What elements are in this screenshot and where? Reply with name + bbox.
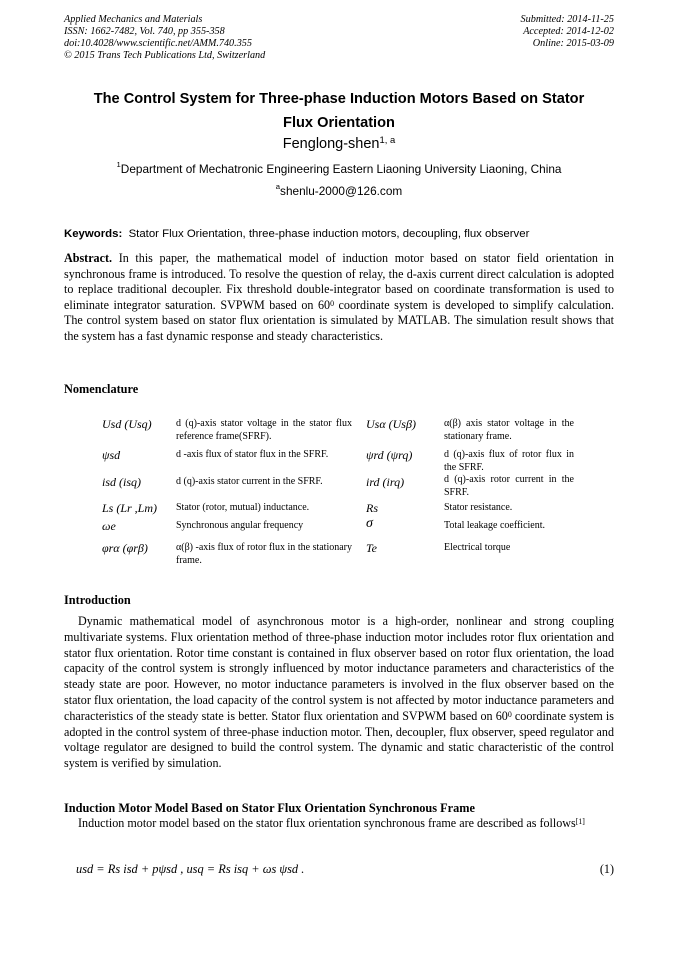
nom-desc: Stator resistance. bbox=[444, 502, 513, 513]
introduction-body bbox=[64, 614, 614, 772]
nom-symbol: σ bbox=[366, 516, 373, 531]
model-body bbox=[64, 816, 614, 832]
author-name: Fenglong-shen bbox=[282, 136, 380, 152]
accepted-date: Accepted: 2014-12-02 bbox=[523, 26, 614, 37]
nomenclature-heading: Nomenclature bbox=[64, 382, 139, 396]
author-line bbox=[0, 136, 678, 152]
nom-desc: Stator (rotor, mutual) inductance. bbox=[176, 502, 310, 513]
nom-symbol: Te bbox=[366, 541, 377, 555]
keywords bbox=[64, 228, 624, 240]
nom-symbol: Rs bbox=[366, 501, 378, 515]
submitted-date: Submitted: 2014-11-25 bbox=[520, 14, 614, 25]
abstract bbox=[64, 251, 614, 345]
title-line-2: Flux Orientation bbox=[283, 115, 395, 131]
keywords-label: Keywords: bbox=[64, 228, 123, 240]
citation-ref[interactable]: [1] bbox=[575, 817, 585, 826]
nom-desc: Electrical torque bbox=[444, 542, 511, 553]
keywords-text: Stator Flux Orientation, three-phase induction motors, decoupling, flux observer bbox=[128, 228, 530, 240]
email-address[interactable]: shenlu-2000@126.com bbox=[280, 184, 403, 198]
nom-desc: d (q)-axis stator voltage in the stator flux reference frame(SFRF). bbox=[176, 418, 352, 442]
nom-desc: d (q)-axis flux of rotor flux in the SFRF. bbox=[444, 449, 574, 473]
journal-name: Applied Mechanics and Materials bbox=[64, 14, 203, 25]
nom-symbol: Ls (Lr ,Lm) bbox=[102, 501, 158, 515]
email-line bbox=[0, 184, 678, 198]
nom-desc: d (q)-axis rotor current in the SFRF. bbox=[444, 474, 574, 498]
nom-desc: α(β) -axis flux of rotor flux in the stationary frame. bbox=[176, 542, 352, 566]
nom-desc: Total leakage coefficient. bbox=[444, 520, 546, 531]
equation-number: (1) bbox=[599, 862, 614, 876]
affiliation-line bbox=[0, 162, 678, 176]
author-sup: 1, a bbox=[379, 134, 396, 145]
nom-desc: d -axis flux of stator flux in the SFRF. bbox=[176, 449, 329, 460]
title-line-1: The Control System for Three-phase Induction Motors Based on Stator bbox=[93, 91, 585, 107]
model-paragraph bbox=[64, 816, 614, 832]
nom-symbol: Usα (Usβ) bbox=[366, 417, 416, 431]
nom-symbol: ψsd bbox=[102, 448, 121, 462]
nom-desc: Synchronous angular frequency bbox=[176, 520, 304, 531]
introduction-heading: Introduction bbox=[64, 593, 131, 607]
nom-symbol: φrα (φrβ) bbox=[102, 541, 148, 555]
online-date: Online: 2015-03-09 bbox=[532, 38, 614, 49]
intro-degree-sup: 0 bbox=[507, 709, 512, 719]
affiliation-sup: 1 bbox=[116, 160, 121, 169]
introduction-paragraph bbox=[64, 614, 614, 772]
model-heading: Induction Motor Model Based on Stator Flux Orientation Synchronous Frame bbox=[64, 801, 475, 815]
equation-1: usd = Rs isd + pψsd , usq = Rs isq + ωs ψsd . bbox=[76, 862, 305, 876]
model-text: Induction motor model based on the stator flux orientation synchronous frame are described as follows bbox=[78, 816, 576, 830]
abstract-text-2: coordinate system is developed to simplify calculation. The control system based on stator flux orientation is simulated by MATLAB. The simulation result shows that the system has a fast dynamic response and steady characteristics. bbox=[64, 297, 614, 343]
intro-text-1: Dynamic mathematical model of asynchronous motor is a high-order, nonlinear and strong coupling multivariate systems. Flux orientation method of three-phase induction motor includes rotor flux orientation and stator flux orientation. Rotor time constant is contained in flux observer based on rotor flux orientation, the load capacity of the control system is strongly influenced by motor inductance parameters and characteristics of the steady state are poor. However, no motor inductance parameters is involved in the flux observer based on the stator flux orientation, the load capacity of the control system is not affected by motor inductance parameters and characteristics of the steady state is better. Stator flux orientation and SVPWM based on 60 bbox=[64, 614, 614, 723]
paper-title bbox=[60, 87, 618, 135]
abstract-text-1: In this paper, the mathematical model of induction motor based on stator field orientation in synchronous frame is introduced. To resolve the question of relay, the d-axis current direct calculation is adopted to replace traditional decoupler. Fix threshold double-integrator based on coordinate transformation is used to eliminate integrator saturation. SVPWM based on 60 bbox=[64, 251, 614, 312]
nom-symbol: Usd (Usq) bbox=[102, 417, 152, 431]
nom-symbol: ird (irq) bbox=[366, 475, 405, 489]
journal-info bbox=[64, 14, 265, 62]
doi-line: doi:10.4028/www.scientific.net/AMM.740.355 bbox=[64, 38, 252, 49]
nom-desc: α(β) axis stator voltage in the stationary frame. bbox=[444, 418, 574, 442]
nom-symbol: ωe bbox=[102, 519, 116, 533]
affiliation: Department of Mechatronic Engineering Eastern Liaoning University Liaoning, China bbox=[120, 162, 562, 176]
nom-symbol: isd (isq) bbox=[102, 475, 141, 489]
copyright-line: © 2015 Trans Tech Publications Ltd, Switzerland bbox=[64, 50, 266, 61]
dates-info bbox=[521, 14, 614, 50]
issn-line: ISSN: 1662-7482, Vol. 740, pp 355-358 bbox=[64, 26, 225, 37]
nom-desc: d (q)-axis stator current in the SFRF. bbox=[176, 476, 323, 487]
email-sup: a bbox=[275, 182, 281, 191]
abstract-degree-sup: 0 bbox=[330, 298, 334, 308]
intro-text-2: coordinate system is adopted in the control system of three-phase induction motor. Then, decoupler, flux observer, speed regulator and voltage regulator are designed to build the control system. The dynamic and static characteristic of the control system is verified by simulation. bbox=[64, 708, 614, 771]
abstract-label: Abstract. bbox=[64, 251, 113, 265]
nom-symbol: ψrd (ψrq) bbox=[366, 448, 413, 462]
